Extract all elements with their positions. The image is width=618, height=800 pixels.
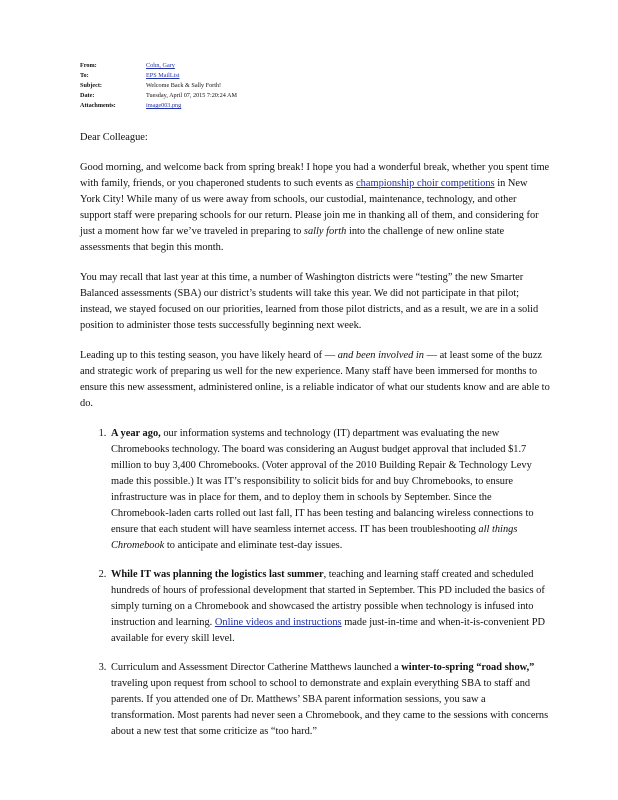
- list-item: [109, 660, 550, 740]
- sally-forth-italic: sally forth: [303, 226, 347, 237]
- attachments-label: Attachments:: [80, 102, 116, 109]
- date-label: Date:: [80, 92, 95, 99]
- list-item-lead: While IT was planning the logistics last summer: [111, 569, 324, 580]
- date-value: Tuesday, April 07, 2015 7:20:24 AM: [146, 92, 237, 99]
- letter-body: [80, 130, 550, 753]
- subject-label: Subject:: [80, 82, 102, 89]
- email-header: [80, 63, 410, 113]
- choir-competitions-link[interactable]: championship choir competitions: [356, 178, 495, 189]
- list-item: [109, 567, 550, 647]
- from-row: [80, 63, 410, 73]
- subject-row: [80, 83, 410, 93]
- from-value[interactable]: Cohn, Gary: [146, 62, 175, 69]
- to-value[interactable]: EPS MailList: [146, 72, 180, 79]
- list-item-end: made just-in-time and when-it-is-convenient PD available for every skill level.: [111, 617, 546, 644]
- paragraph-testing-season-text-2: — at least some of the buzz and strategic work of preparing us well for the new experience. Many staff have been immersed for months to ensure this new assessment, administered online, is a reliable indicator of what our students know and are able to do.: [80, 350, 550, 409]
- paragraph-welcome-text: Good morning, and welcome back from spring break! I hope you had a wonderful break, whether you spent time with family, friends, or you chaperoned students to such events as: [80, 162, 550, 189]
- to-row: [80, 73, 410, 83]
- attachments-row: [80, 103, 410, 113]
- paragraph-welcome-text-2: in New York City! While many of us were away from schools, our custodial, maintenance, technology, and other support staff were preparing schools for our return. Please join me in thanking all of them, and considering for just a moment how far we’ve traveled in preparing to: [80, 178, 539, 237]
- date-row: [80, 93, 410, 103]
- to-label: To:: [80, 72, 89, 79]
- online-videos-link[interactable]: Online videos and instructions: [214, 617, 342, 628]
- from-label: From:: [80, 62, 97, 69]
- list-item-lead: winter-to-spring “road show,”: [401, 662, 535, 673]
- paragraph-testing-season: [80, 348, 550, 412]
- list-item-italic: all things Chromebook: [111, 524, 518, 551]
- paragraph-welcome: [80, 160, 550, 256]
- paragraph-pilot: You may recall that last year at this time, a number of Washington districts were “testing” the new Smarter Balanced assessments (SBA) our district’s students will take this year. We did not participate in that pilot; instead, we stayed focused on our priorities, learned from those pilot districts, and as a result, we are in a solid position to administer those tests successfully beginning next week.: [80, 272, 539, 331]
- list-item-end: to anticipate and eliminate test-day issues.: [164, 540, 343, 551]
- paragraph-testing-season-text: Leading up to this testing season, you have likely heard of —: [80, 350, 338, 361]
- paragraph-welcome-text-3: into the challenge of new online state assessments that begin this month.: [80, 226, 505, 253]
- list-item-lead: A year ago,: [111, 428, 161, 439]
- subject-value: Welcome Back & Sally Forth!: [146, 82, 222, 89]
- list-item-text: traveling upon request from school to school to demonstrate and explain everything SBA to staff and parents. If you attended one of Dr. Matthews’ SBA parent information sessions, you saw a transformation. Most parents had never seen a Chromebook, and they came to the sessions with concerns about a new test that some criticize as “too hard.”: [111, 678, 549, 737]
- preparation-list: [80, 426, 550, 740]
- greeting: Dear Colleague:: [80, 132, 148, 143]
- list-item-text: our information systems and technology (IT) department was evaluating the new Chromebooks technology. The board was considering an August budget approval that included $1.7 million to buy 3,400 Chromebooks. (Voter approval of the 2010 Building Repair & Technology Levy made this possible.) It was IT’s responsibility to solicit bids for and buy Chromebooks, to ensure infrastructure was in place for them, and to deploy them in schools by September. Since the Chromebook-laden carts rolled out last fall, IT has been testing and balancing wireless connections to ensure that each student will have seamless internet access. IT has been troubleshooting: [111, 428, 534, 535]
- involved-italic: and been involved in: [337, 350, 424, 361]
- attachment-link[interactable]: image003.png: [146, 102, 182, 109]
- list-item: [109, 426, 550, 554]
- list-item-text: , teaching and learning staff created and scheduled hundreds of hours of professional development that started in September. This PD included the basics of simply turning on a Chromebook and showcased the artistry possible when technology is infused into instruction and learning.: [111, 569, 545, 628]
- list-item-text-before: Curriculum and Assessment Director Catherine Matthews launched a: [111, 662, 402, 673]
